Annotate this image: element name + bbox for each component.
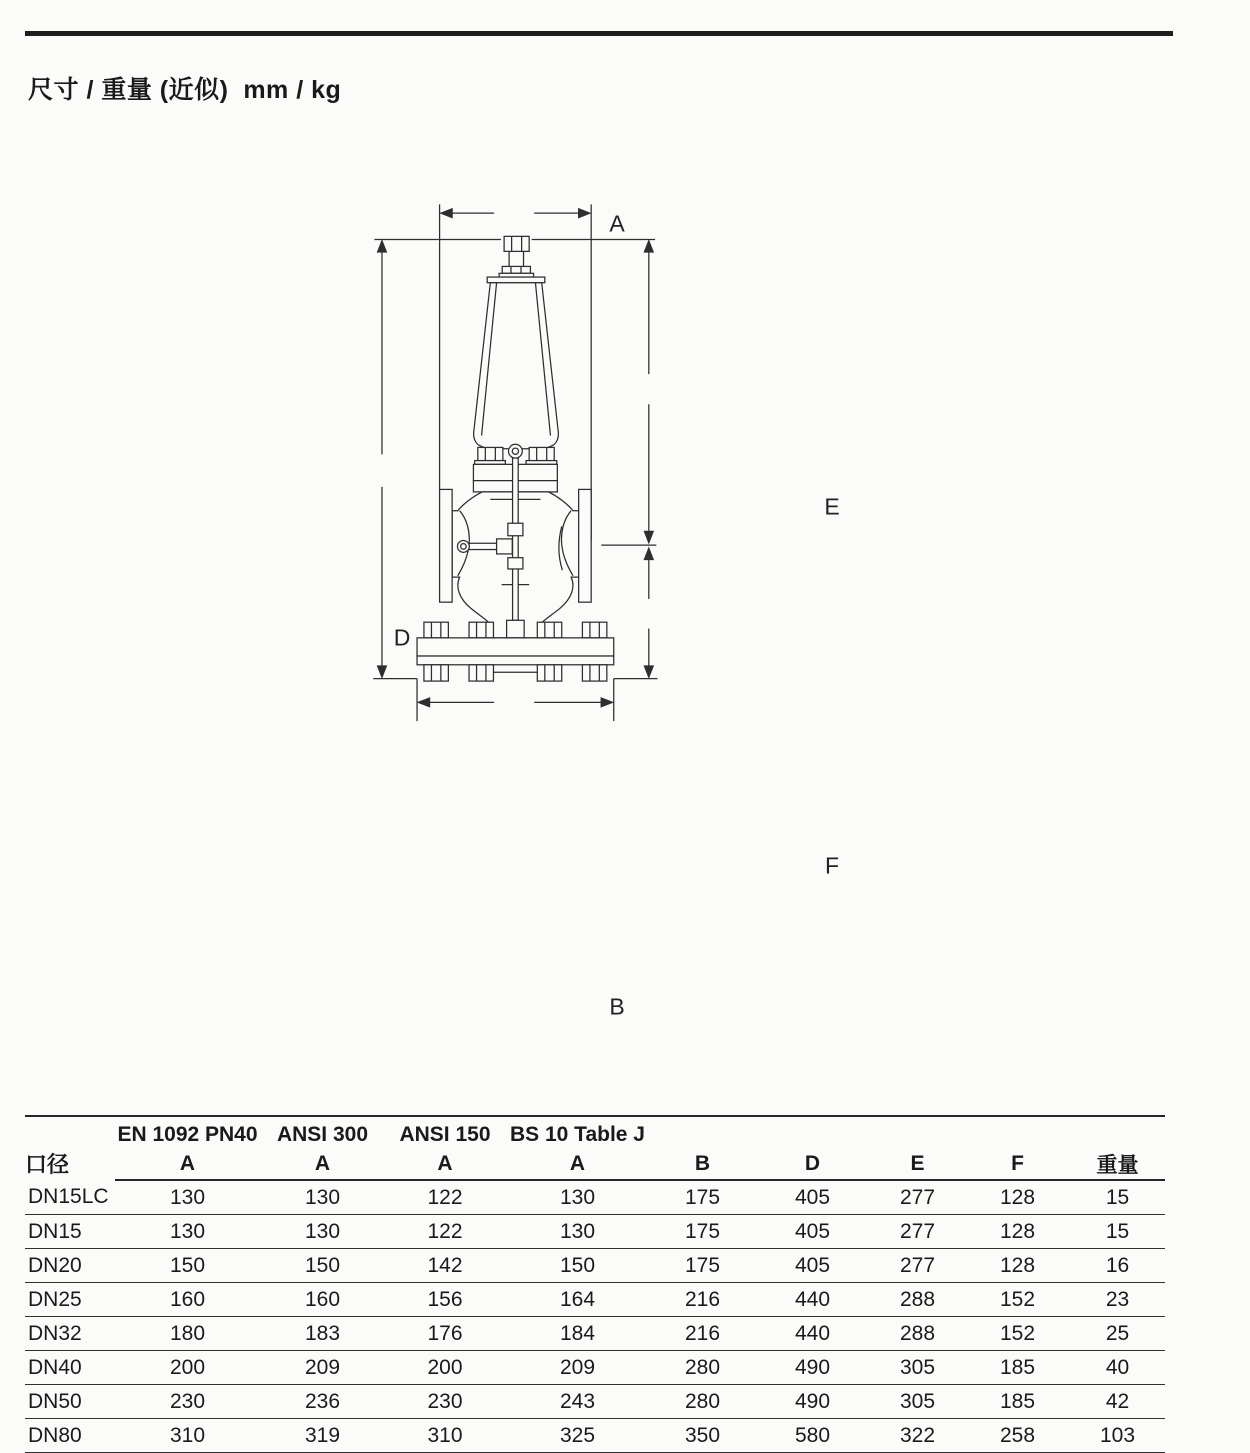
locknut: [502, 266, 530, 273]
dim-f-arrow-top: [644, 548, 653, 559]
cell-size: DN15LC: [25, 1180, 115, 1215]
cell-d: 440: [755, 1317, 870, 1351]
header-empty-d: [755, 1116, 870, 1148]
cell-a-en1092: 150: [115, 1249, 260, 1283]
pilot-tube-coupling-lower: [508, 558, 523, 569]
cell-f: 185: [965, 1385, 1070, 1419]
dim-b-arrow-right: [601, 698, 612, 707]
valve-technical-drawing-svg: [340, 190, 910, 1060]
header-en1092-pn40: EN 1092 PN40: [117, 1123, 258, 1146]
table-row: [25, 1385, 1165, 1419]
cell-e: 277: [870, 1215, 965, 1249]
cell-b: 216: [650, 1317, 755, 1351]
cell-e: 288: [870, 1317, 965, 1351]
subheader-d: D: [755, 1148, 870, 1180]
cell-weight: 15: [1070, 1215, 1165, 1249]
shoulder-nut-right: [529, 447, 554, 460]
valve-dimension-drawing: [340, 190, 910, 1060]
cell-size: DN25: [25, 1283, 115, 1317]
spring-housing: [474, 283, 559, 449]
subheader-b: B: [650, 1148, 755, 1180]
pipe-flange-left: [440, 489, 453, 602]
cell-size: DN50: [25, 1385, 115, 1419]
cell-f: 128: [965, 1180, 1070, 1215]
header-bs10-table-j: BS 10 Table J: [509, 1123, 645, 1146]
subheader-f: F: [965, 1148, 1070, 1180]
cell-d: 580: [755, 1419, 870, 1453]
cell-weight: 42: [1070, 1385, 1165, 1419]
table-header-sub-row: [25, 1148, 1165, 1180]
cell-f: 128: [965, 1249, 1070, 1283]
pilot-tube-coupling-upper: [508, 523, 523, 536]
side-tube-banjo-inner: [461, 544, 467, 550]
cell-f: 128: [965, 1215, 1070, 1249]
dim-label-d: D: [393, 624, 411, 651]
bottom-nut-bottom-1: [424, 665, 448, 681]
valve-body-drawing: [417, 236, 614, 681]
page-title: 尺寸 / 重量 (近似) mm / kg: [28, 76, 342, 104]
cell-weight: 103: [1070, 1419, 1165, 1453]
top-rule: [25, 31, 1173, 36]
cell-size: DN15: [25, 1215, 115, 1249]
header-empty-e: [870, 1116, 965, 1148]
dim-label-f: F: [824, 852, 840, 879]
table-row: [25, 1283, 1165, 1317]
dim-a-arrow-left: [441, 209, 452, 218]
dim-e-arrow-bottom: [644, 531, 653, 542]
bottom-nut-top-4: [582, 622, 606, 638]
bottom-nut-top-2: [469, 622, 493, 638]
dim-d-arrow-bottom: [378, 666, 387, 677]
cell-f: 185: [965, 1351, 1070, 1385]
header-empty-f: [965, 1116, 1070, 1148]
cell-weight: 16: [1070, 1249, 1165, 1283]
cell-d: 490: [755, 1385, 870, 1419]
cell-d: 405: [755, 1180, 870, 1215]
table-header: [25, 1116, 1165, 1180]
cell-a-en1092: 310: [115, 1419, 260, 1453]
cell-weight: 40: [1070, 1351, 1165, 1385]
table-row: [25, 1215, 1165, 1249]
dim-label-b: B: [609, 993, 625, 1020]
pilot-tube-bottom-fitting: [507, 620, 525, 638]
dim-a-arrow-right: [579, 209, 590, 218]
cell-a-bs10: 130: [505, 1215, 650, 1249]
cell-e: 288: [870, 1283, 965, 1317]
dim-f-arrow-bottom: [644, 666, 653, 677]
cell-a-bs10: 130: [505, 1180, 650, 1215]
cell-b: 175: [650, 1215, 755, 1249]
header-ansi-300: ANSI 300: [276, 1123, 369, 1146]
cell-a-en1092: 200: [115, 1351, 260, 1385]
cell-weight: 23: [1070, 1283, 1165, 1317]
subheader-e: E: [870, 1148, 965, 1180]
cell-a-bs10: 325: [505, 1419, 650, 1453]
cell-a-en1092: 160: [115, 1283, 260, 1317]
cell-a-ansi300: 130: [260, 1180, 385, 1215]
cell-e: 305: [870, 1385, 965, 1419]
cell-a-ansi300: 236: [260, 1385, 385, 1419]
cell-size: DN32: [25, 1317, 115, 1351]
dimensions-weights-table: [25, 1115, 1165, 1453]
subheader-a3: A: [385, 1148, 505, 1180]
cell-size: DN80: [25, 1419, 115, 1453]
pilot-ring-inner: [512, 448, 518, 454]
cell-a-ansi150: 142: [385, 1249, 505, 1283]
cell-e: 305: [870, 1351, 965, 1385]
dim-b-arrow-left: [418, 698, 429, 707]
shoulder-nut-left: [478, 447, 503, 460]
cell-d: 405: [755, 1215, 870, 1249]
pilot-tube: [513, 458, 519, 620]
cell-weight: 25: [1070, 1317, 1165, 1351]
side-tube-fitting: [497, 539, 513, 554]
adjustment-hex-head: [504, 236, 529, 251]
cell-e: 322: [870, 1419, 965, 1453]
cell-a-ansi300: 319: [260, 1419, 385, 1453]
cell-f: 152: [965, 1317, 1070, 1351]
cell-a-bs10: 150: [505, 1249, 650, 1283]
cell-d: 440: [755, 1283, 870, 1317]
cell-a-bs10: 184: [505, 1317, 650, 1351]
cell-b: 350: [650, 1419, 755, 1453]
cell-a-ansi300: 183: [260, 1317, 385, 1351]
cell-f: 258: [965, 1419, 1070, 1453]
bottom-flange-band: [417, 656, 614, 665]
cell-a-en1092: 230: [115, 1385, 260, 1419]
table-header-group-row: [25, 1116, 1165, 1148]
cell-a-en1092: 180: [115, 1317, 260, 1351]
cell-b: 175: [650, 1180, 755, 1215]
cell-a-ansi150: 310: [385, 1419, 505, 1453]
cell-f: 152: [965, 1283, 1070, 1317]
dim-label-e: E: [824, 493, 840, 520]
bottom-nut-bottom-2: [469, 665, 493, 681]
cell-b: 280: [650, 1385, 755, 1419]
header-ansi-150: ANSI 150: [399, 1123, 491, 1146]
subheader-a4: A: [505, 1148, 650, 1180]
table-body: [25, 1180, 1165, 1453]
cell-a-ansi150: 156: [385, 1283, 505, 1317]
cell-a-bs10: 243: [505, 1385, 650, 1419]
subheader-weight: 重量: [1070, 1148, 1165, 1180]
cell-a-ansi150: 122: [385, 1215, 505, 1249]
bottom-flange-plate: [417, 638, 614, 656]
table-row: [25, 1351, 1165, 1385]
cell-b: 175: [650, 1249, 755, 1283]
pipe-flange-right: [579, 489, 592, 602]
dim-label-a: A: [609, 210, 625, 237]
table-row: [25, 1249, 1165, 1283]
housing-top-plate: [487, 277, 545, 283]
dim-e-arrow-top: [644, 241, 653, 252]
header-diameter: 口径: [25, 1152, 70, 1177]
cell-b: 216: [650, 1283, 755, 1317]
header-empty-weight: [1070, 1116, 1165, 1148]
cell-a-ansi150: 176: [385, 1317, 505, 1351]
cell-a-ansi300: 150: [260, 1249, 385, 1283]
cell-a-ansi150: 200: [385, 1351, 505, 1385]
cell-size: DN20: [25, 1249, 115, 1283]
subheader-a1: A: [115, 1148, 260, 1180]
cell-b: 280: [650, 1351, 755, 1385]
cell-d: 405: [755, 1249, 870, 1283]
cell-size: DN40: [25, 1351, 115, 1385]
cell-weight: 15: [1070, 1180, 1165, 1215]
cell-a-ansi300: 160: [260, 1283, 385, 1317]
cell-e: 277: [870, 1180, 965, 1215]
cell-a-bs10: 209: [505, 1351, 650, 1385]
cell-d: 490: [755, 1351, 870, 1385]
subheader-a2: A: [260, 1148, 385, 1180]
cell-a-ansi300: 130: [260, 1215, 385, 1249]
bottom-nut-top-3: [537, 622, 561, 638]
cell-a-bs10: 164: [505, 1283, 650, 1317]
table-row: [25, 1317, 1165, 1351]
cell-a-ansi150: 230: [385, 1385, 505, 1419]
dim-b-extension-lines: [373, 679, 657, 722]
cell-a-ansi300: 209: [260, 1351, 385, 1385]
bottom-nut-bottom-4: [582, 665, 606, 681]
cell-a-en1092: 130: [115, 1215, 260, 1249]
table-row: [25, 1180, 1165, 1215]
bottom-nut-bottom-3: [537, 665, 561, 681]
cell-a-en1092: 130: [115, 1180, 260, 1215]
dim-d-arrow-top: [378, 241, 387, 252]
table-row: [25, 1419, 1165, 1453]
cell-e: 277: [870, 1249, 965, 1283]
header-empty-b: [650, 1116, 755, 1148]
side-impulse-tube: [469, 543, 498, 549]
bottom-nut-top-1: [424, 622, 448, 638]
cell-a-ansi150: 122: [385, 1180, 505, 1215]
